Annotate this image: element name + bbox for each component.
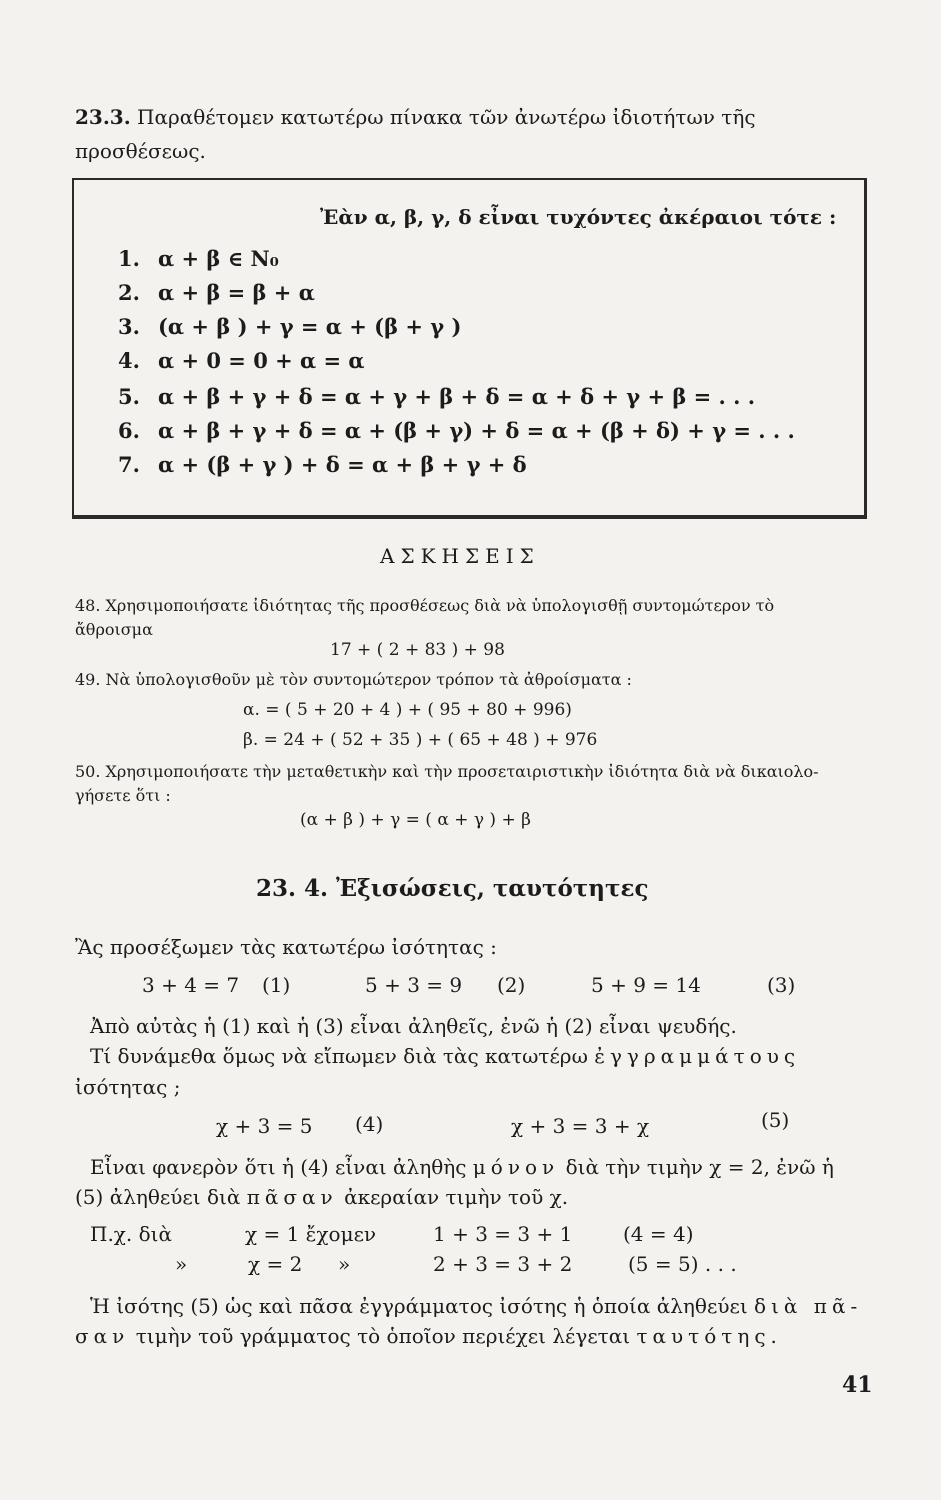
example-row-1-eq: 1 + 3 = 3 + 1 [433,1222,573,1246]
example-row-1-label: Π.χ. διὰ [90,1222,173,1246]
section-23-3-intro [75,100,875,168]
question-line-cont: ἰσότητας ; [75,1075,181,1099]
properties-heading: Ἐὰν α, β, γ, δ εἶναι τυχόντες ἀκέραιοι τότε : [320,205,837,229]
definition-term: ταυτότης. [636,1324,782,1348]
explanation-spaced: πᾶσαν [246,1185,338,1209]
equality-2-label: (2) [497,973,526,997]
exercise-49-text: 49. Νὰ ὑπολογισθοῦν μὲ τὸν συντομώτερον τρόπον τὰ ἀθροίσματα : [75,670,632,689]
property-formula: α + β + γ + δ = α + (β + γ) + δ = α + (β + δ) + γ = . . . [158,418,795,443]
equality-2: 5 + 3 = 9 [365,973,463,997]
explanation-line-2 [75,1185,568,1209]
property-row [118,452,527,477]
exercise-49-a: α. = ( 5 + 20 + 4 ) + ( 95 + 80 + 996) [243,700,572,720]
property-number: 3. [118,314,140,339]
equality-1-label: (1) [262,973,291,997]
exercise-50-formula: (α + β ) + γ = ( α + γ ) + β [300,810,531,830]
explanation-line-1 [90,1155,834,1179]
equation-5: χ + 3 = 3 + χ [511,1114,650,1138]
explanation-text: (5) ἀληθεύει διὰ [75,1185,241,1209]
property-row [118,246,279,271]
example-row-2-x: χ = 2 [248,1252,303,1276]
question-line [90,1044,800,1068]
equation-4: χ + 3 = 5 [216,1114,313,1138]
equalities-intro: Ἂς προσέξωμεν τὰς κατωτέρω ἰσότητας : [75,935,497,959]
equality-1: 3 + 4 = 7 [142,973,240,997]
property-row [118,314,461,339]
exercise-48-formula: 17 + ( 2 + 83 ) + 98 [330,640,505,660]
property-row [118,418,795,443]
example-row-1-result: (4 = 4) [623,1222,694,1246]
property-row [118,280,315,305]
section-number: 23.3. [75,105,131,129]
truth-statement: Ἀπὸ αὐτὰς ἡ (1) καὶ ἡ (3) εἶναι ἀληθεῖς, ἐνῶ ἡ (2) εἶναι ψευδής. [90,1014,737,1038]
property-formula: α + 0 = 0 + α = α [158,348,365,373]
exercise-50-text: 50. Χρησιμοποιήσατε τὴν μεταθετικὴν καὶ τὴν προσεταιριστικὴν ἰδιότητα διὰ νὰ δικαιολο- [75,762,819,781]
property-number: 5. [118,384,140,409]
definition-line-1 [90,1294,862,1318]
example-row-1-x: χ = 1 ἔχομεν [245,1222,377,1246]
section-text: Παραθέτομεν κατωτέρω πίνακα τῶν ἀνωτέρω ἰδιοτήτων τῆς προσθέσεως. [75,105,756,163]
example-row-2-ditto-2: » [338,1252,351,1276]
property-number: 1. [118,246,140,271]
property-number: 2. [118,280,140,305]
page-number: 41 [842,1372,873,1398]
property-formula: α + (β + γ ) + δ = α + β + γ + δ [158,452,527,477]
example-row-2-ditto: » [175,1252,188,1276]
explanation-text: Εἶναι φανερὸν ὅτι ἡ (4) εἶναι ἀληθὴς [90,1155,467,1179]
definition-text: Ἡ ἰσότης (5) ὡς καὶ πᾶσα ἐγγράμματος ἰσότης ἡ ὁποία ἀληθεύει [90,1294,748,1318]
explanation-spaced: μόνον [472,1155,560,1179]
question-spaced: ἐγγραμμάτους [594,1044,801,1068]
definition-spaced: διὰ πᾶ- [754,1294,863,1318]
exercises-title: ΑΣΚΗΣΕΙΣ [380,544,540,568]
property-formula: α + β = β + α [158,280,315,305]
equation-4-label: (4) [355,1112,384,1136]
property-formula: (α + β ) + γ = α + (β + γ ) [158,314,462,339]
property-number: 7. [118,452,140,477]
explanation-text: διὰ τὴν τιμὴν χ = 2, ἐνῶ ἡ [565,1155,834,1179]
property-formula: α + β + γ + δ = α + γ + β + δ = α + δ + γ + β = . . . [158,384,756,409]
exercise-48-text: 48. Χρησιμοποιήσατε ἰδιότητας τῆς προσθέσεως διὰ νὰ ὑπολογισθῇ συντομώτερον τὸ [75,596,775,615]
property-row [118,384,755,409]
exercise-48-text-cont: ἄθροισμα [75,620,153,639]
explanation-text: ἀκεραίαν τιμὴν τοῦ χ. [344,1185,569,1209]
exercise-50-text-cont: γήσετε ὅτι : [75,786,171,805]
equality-3-label: (3) [767,973,796,997]
example-row-2-result: (5 = 5) . . . [628,1252,737,1276]
property-number: 4. [118,348,140,373]
exercise-49-b: β. = 24 + ( 52 + 35 ) + ( 65 + 48 ) + 976 [243,730,598,750]
property-row [118,348,365,373]
definition-spaced: σαν [75,1324,130,1348]
section-23-4-title: 23. 4. Ἐξισώσεις, ταυτότητες [256,875,649,902]
question-text: Τί δυνάμεθα ὅμως νὰ εἴπωμεν διὰ τὰς κατωτέρω [90,1044,588,1068]
example-row-2-eq: 2 + 3 = 3 + 2 [433,1252,573,1276]
property-number: 6. [118,418,140,443]
definition-text: τιμὴν τοῦ γράμματος τὸ ὁποῖον περιέχει λέγεται [135,1324,631,1348]
equation-5-label: (5) [761,1108,790,1132]
equality-3: 5 + 9 = 14 [591,973,701,997]
property-formula: α + β ∈ N₀ [158,246,279,271]
definition-line-2 [75,1324,782,1348]
